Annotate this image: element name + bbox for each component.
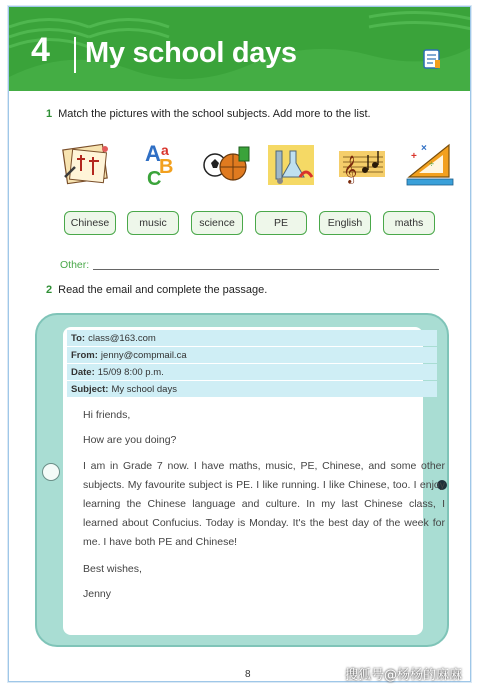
maths-tools-icon (403, 137, 457, 189)
subject-chip-music[interactable]: music (127, 211, 179, 235)
svg-text:+: + (411, 151, 417, 162)
other-answer-line[interactable] (93, 269, 439, 270)
svg-text:÷: ÷ (429, 159, 434, 169)
email-to-value: class@163.com (88, 332, 156, 344)
email-subject-label: Subject: (71, 383, 109, 395)
textbook-page (8, 6, 471, 682)
activity1-instruction (46, 108, 371, 120)
email-to-label: To: (71, 332, 86, 344)
email-signature: Jenny (83, 588, 112, 600)
svg-text:A: A (145, 141, 161, 166)
other-label: Other: (60, 259, 90, 271)
email-paragraph: I am in Grade 7 now. I have maths, music, PE, Chinese, and some other subjects. My favourite subject is PE. I like running. I like Chinese, too. I enjoy learning the Chinese language and culture. In my last Chinese class, I learned about Confucius. Today is Monday. It's the best day of the week for me. I have both PE and Chinese! (83, 460, 445, 548)
email-greeting: Hi friends, (83, 409, 131, 421)
subject-chip-science[interactable]: science (191, 211, 243, 235)
sports-balls-icon (199, 137, 253, 189)
email-to-row (67, 330, 437, 346)
activity1-number: 1 (46, 108, 53, 120)
email-date-row (67, 364, 437, 380)
page-number: 8 (245, 669, 251, 680)
subject-chip-english[interactable]: English (319, 211, 371, 235)
unit-number: 4 (31, 31, 50, 69)
activity2-instruction (46, 284, 267, 296)
svg-text:𝄞: 𝄞 (343, 155, 358, 183)
activity2-number: 2 (46, 284, 53, 296)
email-from-label: From: (71, 349, 98, 361)
email-from-row (67, 347, 437, 363)
email-date-label: Date: (71, 366, 95, 378)
email-subject-value: My school days (111, 383, 177, 395)
tablet-home-button (42, 463, 60, 481)
svg-text:B: B (159, 156, 174, 178)
svg-text:a: a (161, 142, 169, 158)
email-closing: Best wishes, (83, 563, 142, 575)
svg-text:×: × (421, 143, 427, 154)
email-date-value: 15/09 8:00 p.m. (97, 366, 164, 378)
unit-title: My school days (85, 37, 297, 69)
abc-letters-icon (135, 137, 189, 189)
unit-title-divider (74, 37, 76, 73)
science-equipment-icon (264, 137, 318, 189)
subject-chip-pe[interactable]: PE (255, 211, 307, 235)
subject-chip-chinese[interactable]: Chinese (64, 211, 116, 235)
email-from-value: jenny@compmail.ca (100, 349, 187, 361)
book-icon (423, 49, 441, 69)
svg-text:C: C (147, 168, 162, 189)
subject-pictures (59, 137, 459, 193)
music-notes-icon (335, 137, 389, 189)
unit-banner (9, 7, 471, 91)
subject-chip-maths[interactable]: maths (383, 211, 435, 235)
activity1-text: Match the pictures with the school subjects. Add more to the list. (58, 108, 371, 120)
chinese-picture-icon (59, 137, 113, 189)
activity2-text: Read the email and complete the passage. (58, 284, 268, 296)
email-line1: How are you doing? (83, 434, 177, 446)
email-subject-row (67, 381, 437, 397)
watermark: 搜狐号@杨杨的麻麻 (345, 668, 463, 683)
